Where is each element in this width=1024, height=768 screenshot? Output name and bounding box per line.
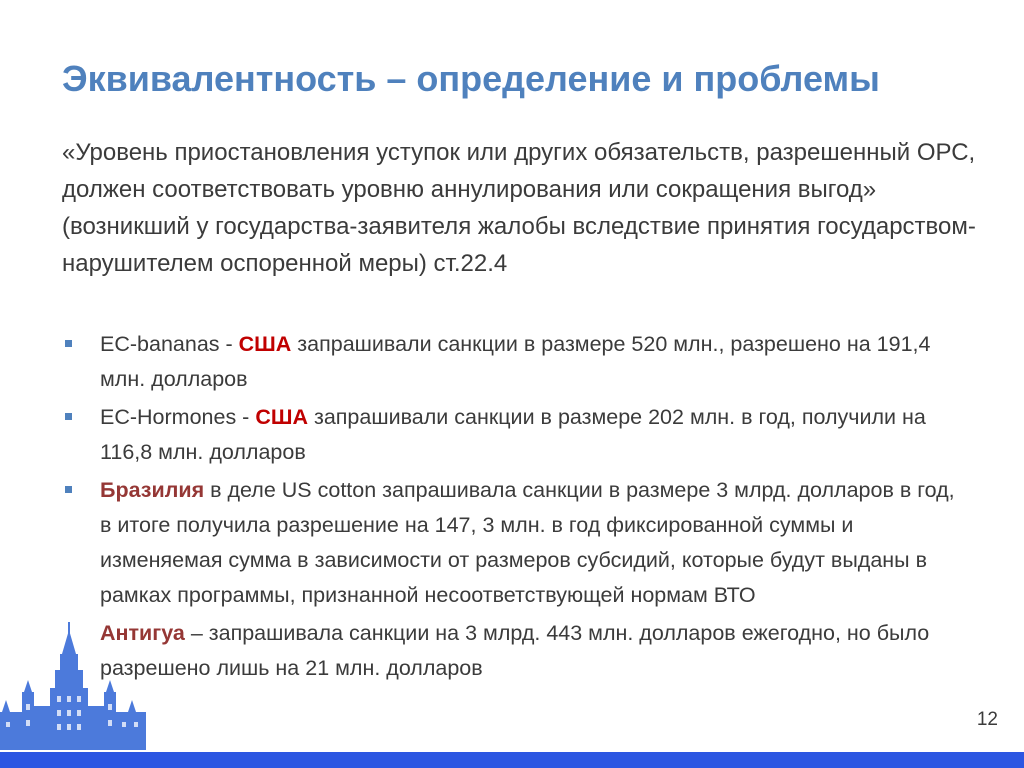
slide-title: Эквивалентность – определение и проблемы bbox=[62, 58, 880, 99]
bullet-item-ec-hormones bbox=[62, 400, 962, 470]
bullet-text-post: запрашивали санкции в размере 520 млн., разрешено на 191,4 млн. долларов bbox=[100, 332, 931, 391]
bullet-text-post: в деле US cotton запрашивала санкции в размере 3 млрд. долларов в год, в итоге получила разрешение на 147, 3 млн. в год фиксированной суммы и изменяемая сумма в зависимости от размеров субсидий, которые будут выданы в рамках программы, признанной несоответствующей нормам ВТО bbox=[100, 478, 955, 607]
bullet-text-post: – запрашивала санкции на 3 млрд. 443 млн. долларов ежегодно, но было разрешено лишь на 21 млн. долларов bbox=[100, 621, 930, 680]
bullet-highlight: США bbox=[238, 332, 292, 356]
bullet-text-post: запрашивали санкции в размере 202 млн. в год, получили на 116,8 млн. долларов bbox=[100, 405, 926, 464]
bottom-bar bbox=[0, 752, 1024, 768]
bullet-highlight: Бразилия bbox=[100, 478, 205, 502]
bullet-text-pre: ЕС-Hormones - bbox=[100, 405, 256, 429]
bullet-highlight: США bbox=[255, 405, 308, 429]
university-building-icon bbox=[0, 620, 146, 750]
bullet-text-pre: ЕС-bananas - bbox=[100, 332, 239, 356]
bullet-marker-icon bbox=[65, 413, 72, 420]
bullet-item-ec-bananas bbox=[62, 327, 962, 397]
bullet-item-brazil bbox=[62, 473, 962, 613]
quote-paragraph: «Уровень приостановления уступок или других обязательств, разрешенный ОРС, должен соответствовать уровню аннулирования или сокращения выгод» (возникший у государства-заявителя жалобы вследствие принятия государством-нарушителем оспоренной меры) ст.22.4 bbox=[62, 139, 976, 277]
bullet-highlight: Антигуа bbox=[100, 621, 185, 645]
bullet-list bbox=[62, 327, 962, 689]
bullet-marker-icon bbox=[65, 486, 72, 493]
bullet-item-antigua bbox=[62, 616, 962, 686]
page-number: 12 bbox=[976, 709, 998, 730]
bullet-marker-icon bbox=[65, 340, 72, 347]
